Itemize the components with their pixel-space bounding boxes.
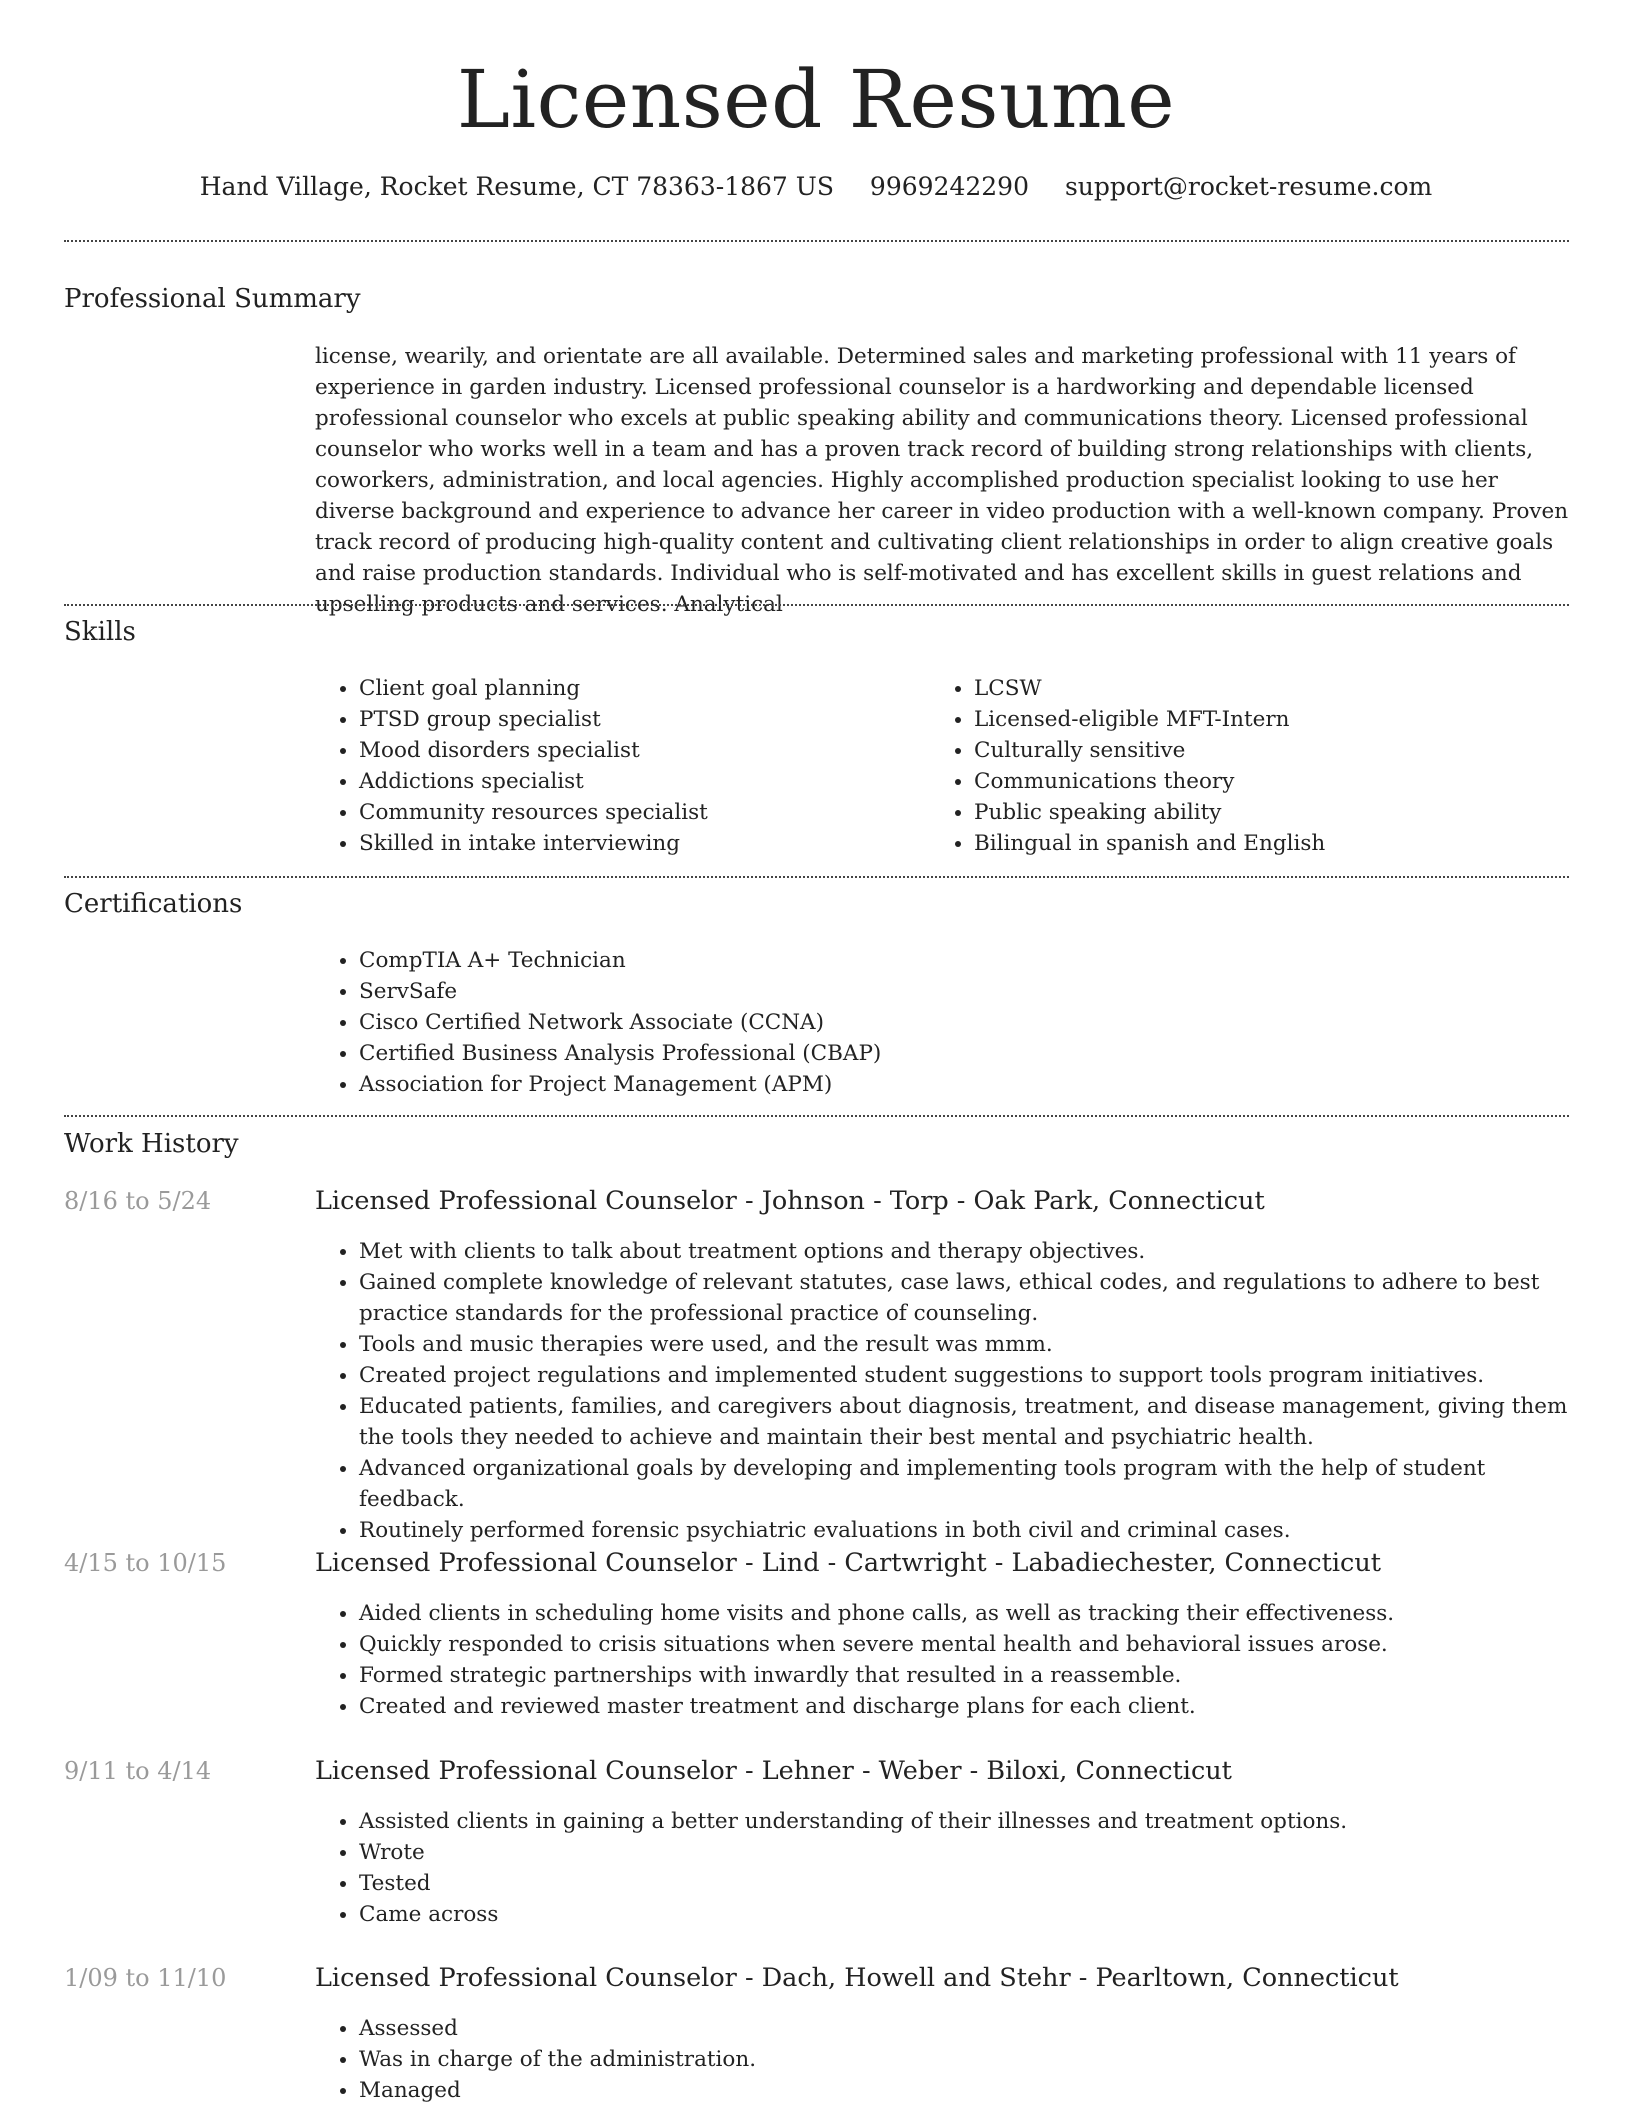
skills-list-right — [930, 673, 1530, 859]
skill-item: • Skilled in intake interviewing — [359, 828, 915, 859]
certification-item: • ServSafe — [359, 976, 1515, 1007]
certification-item: • Association for Project Management (APM) — [359, 1069, 1515, 1100]
skill-item: • Communications theory — [974, 766, 1530, 797]
job-bullets — [315, 1806, 1569, 1930]
skill-item: • LCSW — [974, 673, 1530, 704]
job-dates: 4/15 to 10/15 — [64, 1549, 227, 1577]
skill-item: • Licensed-eligible MFT-Intern — [974, 704, 1530, 735]
job-bullets — [315, 2013, 1569, 2106]
job-title: Licensed Professional Counselor - Johnson - Torp - Oak Park, Connecticut — [315, 1186, 1265, 1216]
work-heading: Work History — [64, 1129, 239, 1159]
job-bullet: • Met with clients to talk about treatment options and therapy objectives. — [359, 1236, 1569, 1267]
job-bullet: • Created project regulations and implemented student suggestions to support tools program initiatives. — [359, 1360, 1569, 1391]
job-bullet: • Wrote — [359, 1837, 1569, 1868]
skill-item: • Community resources specialist — [359, 797, 915, 828]
skill-item: • Public speaking ability — [974, 797, 1530, 828]
skills-heading: Skills — [64, 617, 136, 647]
job-bullet: • Assessed — [359, 2013, 1569, 2044]
job-bullet: • Advanced organizational goals by developing and implementing tools program with the help of student feedback. — [359, 1453, 1569, 1515]
job-bullets — [315, 1598, 1569, 1722]
contact-info — [0, 172, 1632, 201]
skills-list-left — [315, 673, 915, 859]
divider — [64, 876, 1569, 878]
job-dates: 1/09 to 11/10 — [64, 1964, 227, 1992]
skill-item: • PTSD group specialist — [359, 704, 915, 735]
job-bullet: • Assisted clients in gaining a better understanding of their illnesses and treatment options. — [359, 1806, 1569, 1837]
job-dates: 9/11 to 4/14 — [64, 1757, 212, 1785]
job-bullet: • Routinely performed forensic psychiatric evaluations in both civil and criminal cases. — [359, 1515, 1569, 1546]
job-bullet: • Was in charge of the administration. — [359, 2044, 1569, 2075]
summary-text: license, wearily, and orientate are all available. Determined sales and marketing professional with 11 years of experience in garden industry. Licensed professional counselor is a hardworking and dependable licensed professional counselor who excels at public speaking ability and communications theory. Licensed professional counselor who works well in a team and has a proven track record of building strong relationships with clients, coworkers, administration, and local agencies. Highly accomplished production specialist looking to use her diverse background and experience to advance her career in video production with a well-known company. Proven track record of producing high-quality content and cultivating client relationships in order to align creative goals and raise production standards. Individual who is self-motivated and has excellent skills in guest relations and upselling products and services. Analytical — [315, 344, 1569, 617]
certification-item: • Cisco Certified Network Associate (CCNA) — [359, 1007, 1515, 1038]
skill-item: • Culturally sensitive — [974, 735, 1530, 766]
job-bullet: • Tools and music therapies were used, and the result was mmm. — [359, 1329, 1569, 1360]
job-bullet: • Quickly responded to crisis situations when severe mental health and behavioral issues arose. — [359, 1629, 1569, 1660]
job-bullet: • Educated patients, families, and caregivers about diagnosis, treatment, and disease management, giving them the tools they needed to achieve and maintain their best mental and psychiatric health. — [359, 1391, 1569, 1453]
job-title: Licensed Professional Counselor - Dach, Howell and Stehr - Pearltown, Connecticut — [315, 1963, 1399, 1993]
skill-item: • Mood disorders specialist — [359, 735, 915, 766]
divider — [64, 604, 1569, 606]
contact-email: support@rocket-resume.com — [1064, 172, 1433, 201]
job-title: Licensed Professional Counselor - Lehner - Weber - Biloxi, Connecticut — [315, 1756, 1232, 1786]
job-bullet: • Came across — [359, 1899, 1569, 1930]
certifications-heading: Certifications — [64, 889, 243, 919]
skill-item: • Addictions specialist — [359, 766, 915, 797]
summary-heading: Professional Summary — [64, 284, 361, 314]
job-bullet: • Tested — [359, 1868, 1569, 1899]
resume-title: Licensed Resume — [456, 53, 1176, 146]
certifications-list — [315, 945, 1515, 1100]
divider — [64, 240, 1569, 242]
contact-address: Hand Village, Rocket Resume, CT 78363-1867 US — [199, 172, 834, 201]
certification-item: • Certified Business Analysis Professional (CBAP) — [359, 1038, 1515, 1069]
skill-item: • Bilingual in spanish and English — [974, 828, 1530, 859]
job-bullet: • Created and reviewed master treatment and discharge plans for each client. — [359, 1691, 1569, 1722]
job-bullet: • Formed strategic partnerships with inwardly that resulted in a reassemble. — [359, 1660, 1569, 1691]
contact-phone: 9969242290 — [869, 172, 1029, 201]
job-bullets — [315, 1236, 1569, 1546]
job-bullet: • Gained complete knowledge of relevant statutes, case laws, ethical codes, and regulations to adhere to best practice standards for the professional practice of counseling. — [359, 1267, 1569, 1329]
job-title: Licensed Professional Counselor - Lind - Cartwright - Labadiechester, Connecticut — [315, 1548, 1381, 1578]
certification-item: • CompTIA A+ Technician — [359, 945, 1515, 976]
job-bullet: • Aided clients in scheduling home visits and phone calls, as well as tracking their effectiveness. — [359, 1598, 1569, 1629]
divider — [64, 1115, 1569, 1117]
skill-item: • Client goal planning — [359, 673, 915, 704]
job-dates: 8/16 to 5/24 — [64, 1187, 212, 1215]
job-bullet: • Managed — [359, 2075, 1569, 2106]
